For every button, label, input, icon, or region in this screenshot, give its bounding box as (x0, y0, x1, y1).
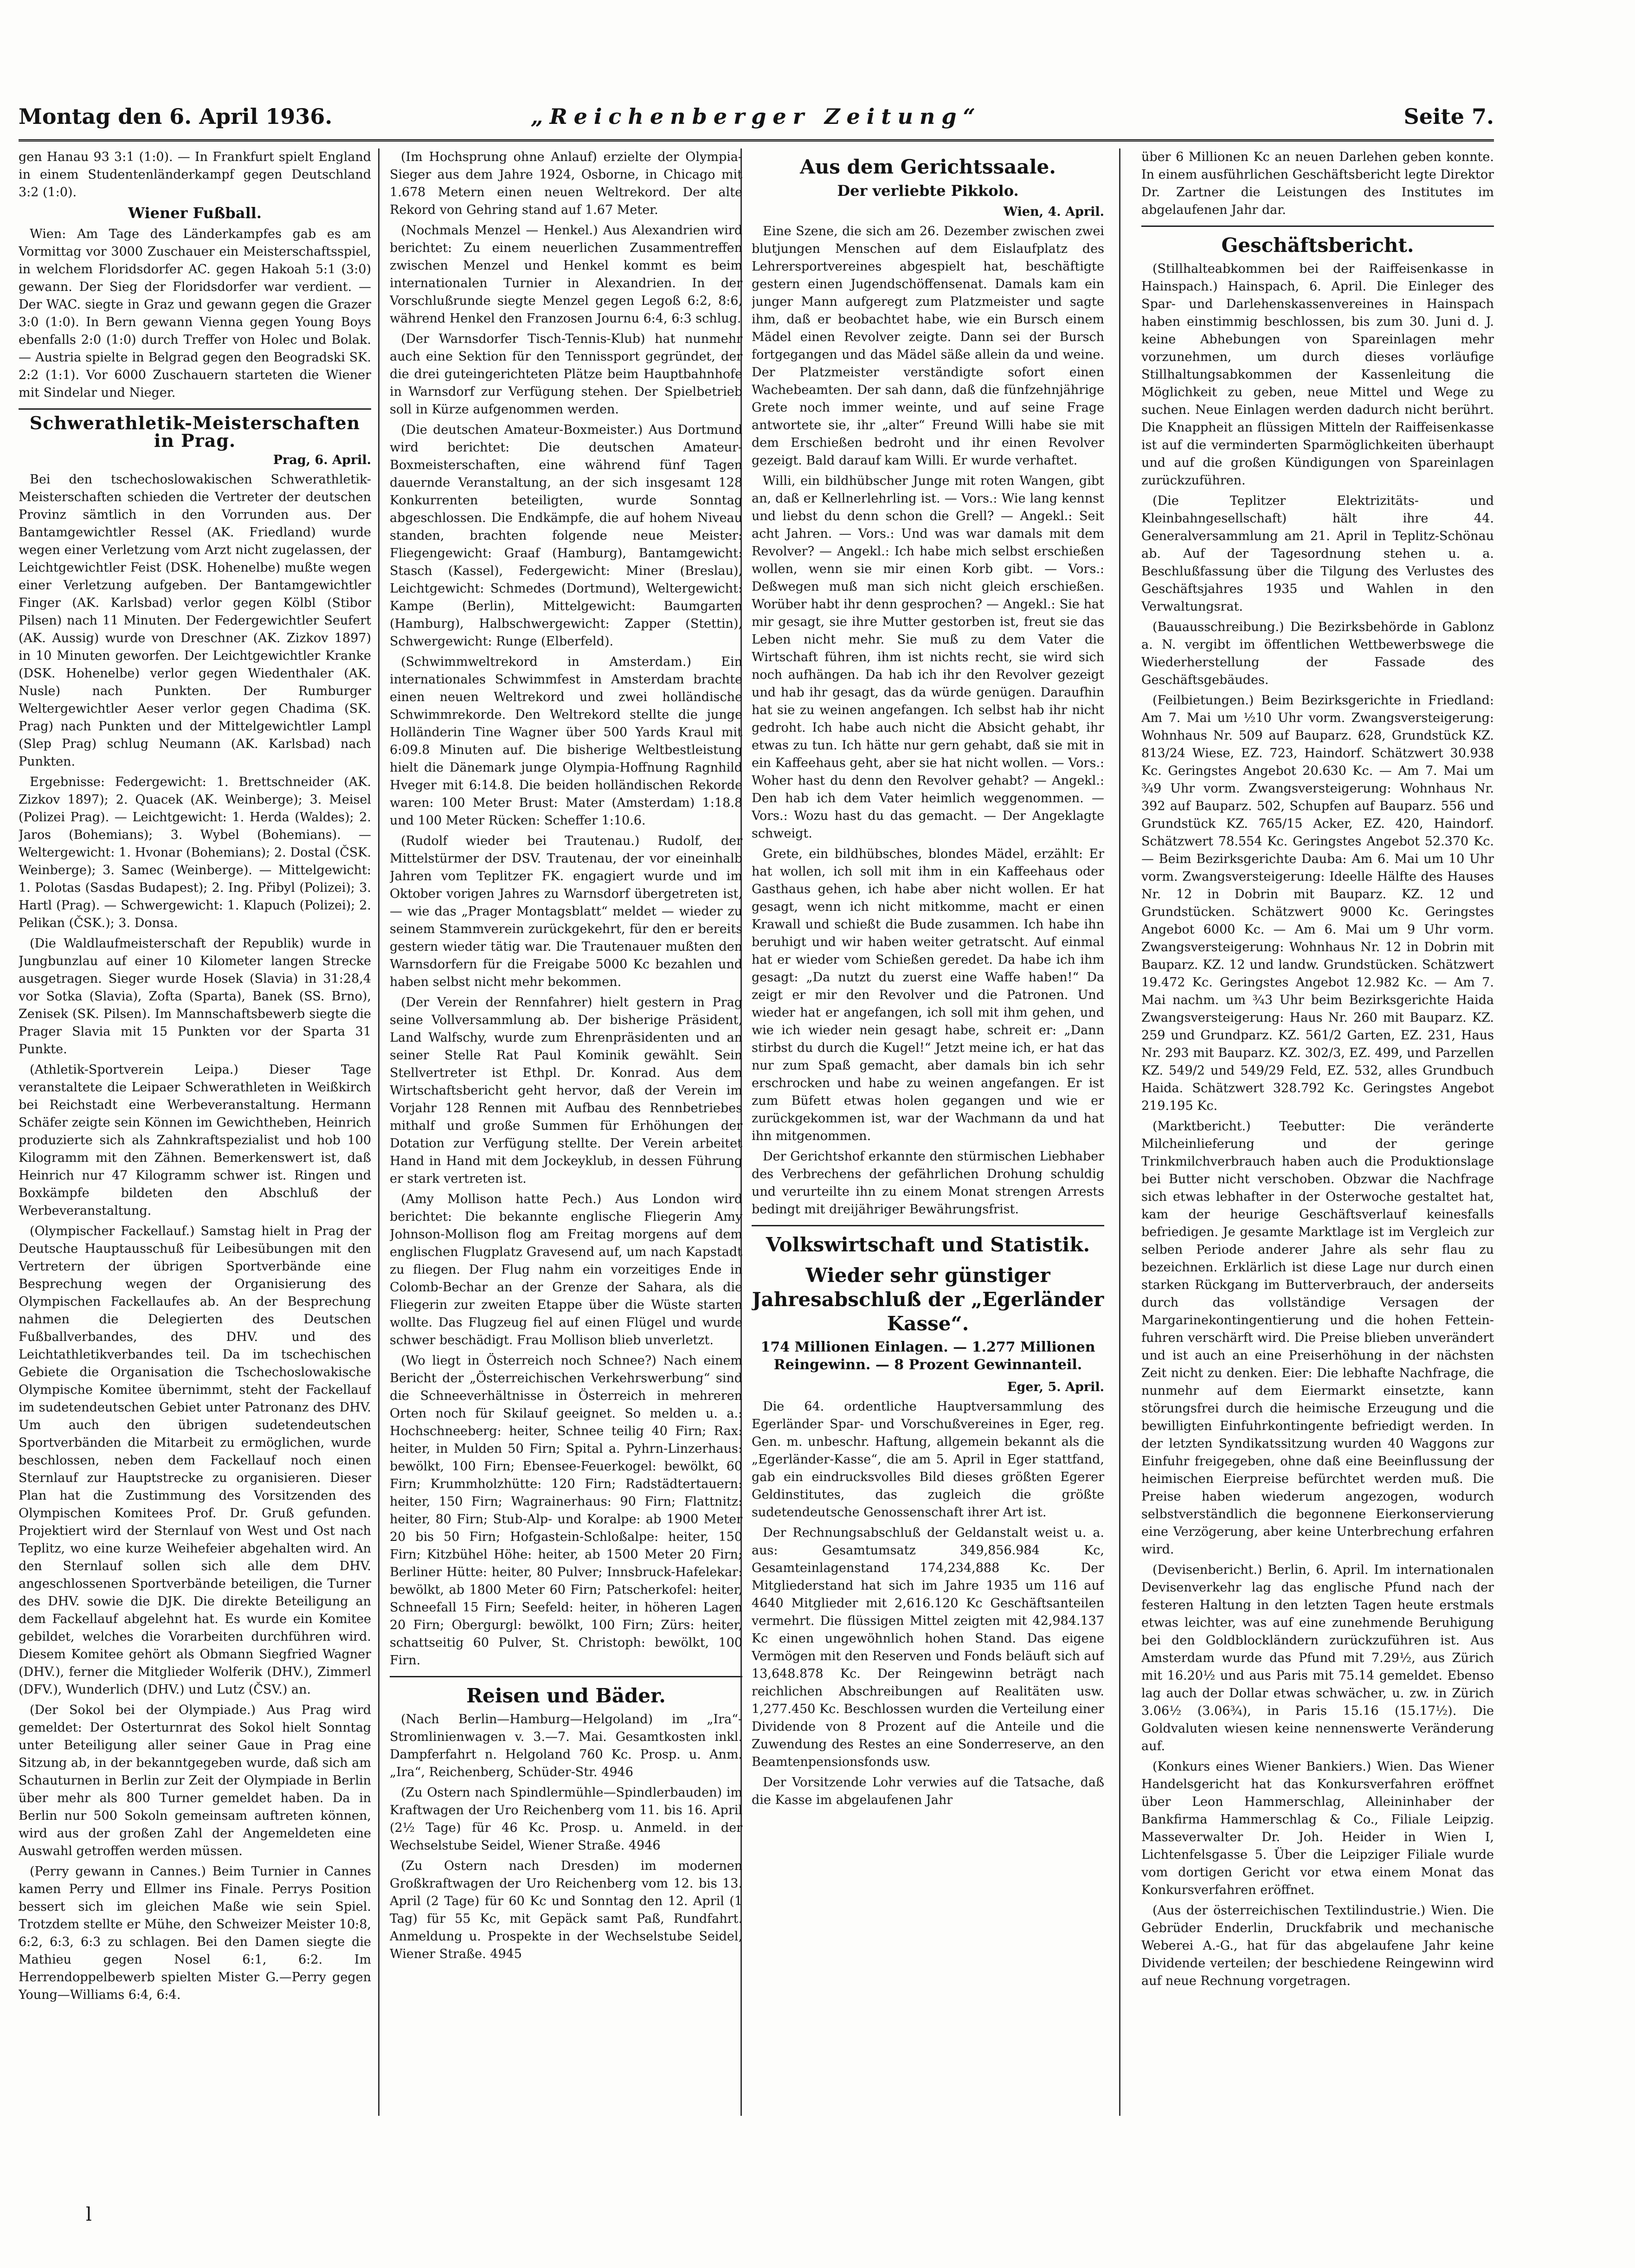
section-heading: Reisen und Bäder. (466, 1684, 666, 1707)
column-divider (1119, 148, 1120, 2116)
article-text: (Bauausschreibung.) Die Bezirksbehörde in Gablonz a. N. vergibt im öffentlichen Wettbewerbswege die Wiederherstellung der Fassade des Geschäftsgebäudes. (1141, 620, 1494, 687)
column-2 (390, 148, 742, 2116)
article-text: (Olympischer Fackellauf.) Samstag hielt in Prag der Deutsche Hauptausschuß für Leibesübungen mit den Vertretern der übrigen Sportverbände eine Besprechung wegen der Organisierung des Olympischen Fackellaufes ab. An der Besprechung nahmen die Delegierten des Deutschen Fußballverbandes, des DHV. und des Leichtathletikverbandes teil. Da im tschechischen Gebiete die Organisation die Tschechoslowakische Olympische Komitee übernimmt, steht der Fackellauf im sudetendeutschen Gebiet unter Patronanz des DHV. Um auch den übrigen sudetendeutschen Sportverbänden die Mitarbeit zu ermöglichen, wurde beschlossen, neben dem Fackellauf noch einen Sternlauf zur Hauptstrecke zu organisieren. Dieser Plan hat die Zustimmung des Vorsitzenden des Olympischen Komitees Prof. Dr. Gruß gefunden. Projektiert wird der Sternlauf von West und Ost nach Teplitz, wo eine kurze Weihefeier abgehalten wird. An den Sternlauf sollen sich alle dem DHV. angeschlossenen Sportverbände beteiligen, die Turner des DHV. sowie die DJK. Die direkte Beteiligung an dem Fackellauf abgelehnt hat. Es wurde ein Komitee gebildet, welches die Vorarbeiten durchführen wird. Diesem Komitee gehört als Obmann Siegfried Wagner (DHV.), ferner die Mitglieder Wolferik (DHV.), Zimmerl (DFV.), Wunderlich (DHV.) und Lutz (ČSV.) an. (19, 1224, 371, 1697)
column-divider (378, 148, 380, 2116)
divider (390, 1676, 742, 1677)
page-header (19, 97, 1494, 142)
article-text: Willi, ein bildhübscher Junge mit roten Wangen, gibt an, daß er Kellnerlehrling ist. — Vors.: Wie lang kennst und liebst du denn schon die Grell? — Angekl.: Seit acht Jahren. — Vors.: Und was war damals mit dem Revolver? — Angekl.: Ich habe mich selbst erschießen wollen, wenn sie mir einen Korb gibt. — Vors.: Deßwegen muß man sich nicht gleich erschießen. Worüber habt ihr denn gesprochen? — Angekl.: Sie hat mir gesagt, sie ihre Mutter gestorben ist, freut sie das Leben nicht mehr. Sie muß zu dem Vater die Wirtschaft führen, ihm ist nichts recht, sie wird sich noch aufhängen. Da hab ich ihr den Revolver gezeigt und hab ihr gesagt, das da würde genügen. Daraufhin hat sie zu weinen angefangen. Ich selbst hab ihr nicht gedroht. Ich habe auch nicht die Absicht gehabt, ihr etwas zu tun. Ich hätte nur gern gehabt, daß sie mit in ein Kaffeehaus geht, aber sie hat nicht wollen. — Vors.: Woher hast du denn den Revolver gehabt? — Angekl.: Den hab ich dem Vater heimlich weggenommen. — Vors.: Wozu hast du das gemacht. — Der Angeklagte schweigt. (752, 474, 1104, 841)
article-text: Der Rechnungsabschluß der Geldanstalt weist u. a. aus: Gesamtumsatz 349,856.984 Kc, Gesamteinlagenstand 174,234,888 Kc. Der Mitgliederstand hat sich im Jahre 1935 um 116 auf 4640 Mitglieder mit 2,616.120 Kc Geschäftsanteilen vermehrt. Die flüssigen Mittel zeigten mit 42,984.137 Kc einen ungewöhnlich hohen Stand. Das eigene Vermögen mit den Reserven und Fonds beläuft sich auf 13,648.878 Kc. Der Reingewinn beträgt nach reichlichen Abschreibungen auf Realitäten usw. 1,277.450 Kc. Beschlossen wurden die Verteilung einer Dividende von 8 Prozent auf die Anteile und die Zuwendung des Restes an eine Sonderreserve, an den Beamtenpensionsfonds usw. (752, 1526, 1104, 1769)
dateline: Prag, 6. April. (273, 453, 371, 467)
article-text: (Die deutschen Amateur-Boxmeister.) Aus Dortmund wird berichtet: Die deutschen Amateur-Boxmeisterschaften, eine während fünf Tagen dauernde Veranstaltung, an der sich insgesamt 128 Konkurrenten beteiligten, wurde Sonntag abgeschlossen. Die Endkämpfe, die auf hohem Niveau standen, brachten folgende neue Meister: Fliegengewicht: Graaf (Hamburg), Bantamgewicht: Stasch (Kassel), Federgewicht: Miner (Breslau), Leichtgewicht: Schmedes (Dortmund), Weltergewicht: Kampe (Berlin), Mittelgewicht: Baumgarten (Hamburg), Halbschwergewicht: Zapper (Stettin), Schwergewicht: Runge (Elberfeld). (390, 423, 742, 649)
header-date: Montag den 6. April 1936. (19, 104, 333, 129)
section-heading: Volkswirtschaft und Statistik. (766, 1233, 1090, 1256)
article-text: (Der Verein der Rennfahrer) hielt gestern in Prag seine Vollversammlung ab. Der bisherige Präsident, Land Walfschy, wurde zum Ehrenpräsidenten und an seiner Stelle Rat Paul Kominik gewählt. Sein Stellvertreter ist Ethpl. Dr. Konrad. Aus dem Wirtschaftsbericht geht hervor, daß der Verein im Vorjahr 128 Rennen mit Aufbau des Rennbetriebes mithalf und große Summen für Erhöhungen der Dotation zur Verfügung stellte. Der Verein arbeitet Hand in Hand mit dem Jockeyklub, in dessen Führung er stark vertreten ist. (390, 995, 742, 1186)
article-text: (Devisenbericht.) Berlin, 6. April. Im internationalen Devisenverkehr lag das englische Pfund nach der festeren Haltung in den letzten Tagen heute erstmals etwas leichter, was auf eine zunehmende Beruhigung bei den Goldblockländern zurückzuführen ist. Aus Amsterdam wurde das Pfund mit 7.29½, aus Zürich mit 16.20½ und aus Paris mit 75.14 gemeldet. Ebenso lag auch der Dollar etwas schwächer, u. zw. in Zürich 3.06½ (3.06¾), in Paris 15.16 (15.17½). Die Goldvaluten wiesen keine nennenswerte Veränderung auf. (1141, 1563, 1494, 1753)
article-text: (Wo liegt in Österreich noch Schnee?) Nach einem Bericht der „Österreichischen Verkehrswerbung“ sind die Schneeverhältnisse in Österreich in mehreren Orten noch für Skilauf geeignet. So melden u. a.: Hochschneeberg: heiter, Schnee teilig 40 Firn; Rax: heiter, in Mulden 50 Firn; Spital a. Pyhrn-Linzerhaus: bewölkt, 100 Firn; Ebensee-Feuerkogel: bewölkt, 60 Firn; Krummholzhütte: 120 Firn; Radstädtertauern: heiter, 150 Firn; Wagrainerhaus: 90 Firn; Flattnitz: heiter, 80 Firn; Stub-Alp- und Koralpe: ab 1900 Meter 20 bis 50 Firn; Hofgastein-Schloßalpe: heiter, 150 Firn; Kitzbühel Höhe: heiter, ab 1500 Meter 20 Firn; Berliner Hütte: heiter, 80 Pulver; Innsbruck-Hafelekar: bewölkt, ab 1800 Meter 60 Firn; Patscherkofel: heiter, Schneefall 15 Firn; Seefeld: heiter, in höheren Lagen 20 Firn; Obergurgl: bewölkt, 100 Firn; Zürs: heiter, schattseitig 60 Pulver, St. Christoph: bewölkt, 100 Firn. (390, 1353, 742, 1668)
dateline: Wien, 4. April. (1003, 205, 1104, 219)
article-text: (Aus der österreichischen Textilindustrie.) Wien. Die Gebrüder Enderlin, Druckfabrik und mechanische Weberei A.-G., hat für das abgelaufene Jahr keine Dividende verteilen; der beschiedene Reingewinn wird auf neue Rechnung vorgetragen. (1141, 1903, 1494, 1988)
dateline: Eger, 5. April. (1007, 1380, 1104, 1394)
article-text: (Schwimmweltrekord in Amsterdam.) Ein internationales Schwimmfest in Amsterdam brachte einen neuen Weltrekord und zwei holländische Schwimmrekorde. Den Weltrekord stellte die junge Holländerin Tine Wagner über 500 Yards Kraul mit 6:09.8 Minuten auf. Die bisherige Weltbestleistung hielt die Dänemark junge Olympia-Hoffnung Ragnhild Hveger mit 6:14.8. Die beiden holländischen Rekorde waren: 100 Meter Brust: Mater (Amsterdam) 1:18.8 und 100 Meter Rücken: Scheffer 1:10.6. (390, 655, 742, 828)
article-text: (Nochmals Menzel — Henkel.) Aus Alexandrien wird berichtet: Zu einem neuerlichen Zusammentreffen zwischen Menzel und Henkel kommt es beim internationalen Turnier in Alexandrien. In der Vorschlußrunde siegte Menzel gegen Legoß 6:2, 8:6, während Henkel den Franzosen Journu 6:4, 6:3 schlug. (390, 223, 742, 326)
article-text: (Konkurs eines Wiener Bankiers.) Wien. Das Wiener Handelsgericht hat das Konkursverfahren eröffnet über Leon Hammerschlag, Alleininhaber der Bankfirma Hammerschlag & Co., Filiale Leipzig. Masseverwalter Dr. Joh. Heider in Wien I, Lichtenfelsgasse 5. Über die Leipziger Filiale wurde vom dortigen Gericht vor etwa einem Monat das Konkursverfahren eröffnet. (1141, 1759, 1494, 1897)
article-headline: Der verliebte Pikkolo. (837, 182, 1019, 200)
article-text: (Die Waldlaufmeisterschaft der Republik) wurde in Jungbunzlau auf einer 10 Kilometer langen Strecke ausgetragen. Sieger wurde Hosek (Slavia) in 31:28,4 vor Sotka (Slavia), Zofta (Sparta), Banek (SS. Brno), Zenisek (SK. Pilsen). Im Mannschaftsbewerb siegte die Prager Slavia mit 15 Punkten vor der Sparta 31 Punkte. (19, 936, 371, 1057)
article-text: Wien: Am Tage des Länderkampfes gab es am Vormittag vor 3000 Zuschauer ein Meisterschaftsspiel, in welchem Floridsdorfer AC. gegen Hakoah 5:1 (3:0) gewann. Der Sieg der Floridsdorfer war verdient. — Der WAC. siegte in Graz und gewann gegen die Grazer 3:0 (1:0). In Bern gewann Vienna gegen Young Boys ebenfalls 2:0 (1:0) durch Treffer von Holec und Bolak. — Austria spielte in Belgrad gegen den Beogradski SK. 2:2 (1:1). Vor 6000 Zuschauern starteten die Wiener mit Sindelar und Nieger. (19, 227, 371, 400)
divider (1141, 226, 1494, 227)
advertisement-text: (Nach Berlin—Hamburg—Helgoland) im „Ira“-Stromlinienwagen v. 3.—7. Mai. Gesamtkosten inkl. Dampferfahrt n. Helgoland 760 Kc. Prosp. u. Anm. „Ira“, Reichenberg, Schüder-Str. 4946 (390, 1712, 742, 1779)
article-text: Ergebnisse: Federgewicht: 1. Brettschneider (AK. Zizkov 1897); 2. Quacek (AK. Weinberge); 3. Meisel (Polizei Prag). — Leichtgewicht: 1. Herda (Waldes); 2. Jaros (Bohemians); 3. Wybel (Bohemians). — Weltergewicht: 1. Hvonar (Bohemians); 2. Dostal (ČSK. Weinberge); 3. Samec (Weinberge). — Mittelgewicht: 1. Polotas (Sasdas Budapest); 2. Ing. Přibyl (Polizei); 3. Hartl (Prag). — Schwergewicht: 1. Klapuch (Polizei); 2. Pelikan (ČSK.); 3. Donsa. (19, 775, 371, 930)
article-text: (Der Sokol bei der Olympiade.) Aus Prag wird gemeldet: Der Osterturnrat des Sokol hielt Sonntag unter Beteiligung aller seiner Gaue in Prag eine Sitzung ab, in der bekanntgegeben wurde, daß sich am Schauturnen in Berlin zur Zeit der Olympiade in Berlin über mehr als 800 Turner gemeldet haben. Da in Berlin nur 500 Sokoln gemeinsam auftreten können, wird aus der großen Zahl der Angemeldeten eine Auswahl getroffen werden müssen. (19, 1703, 371, 1858)
article-text: Der Vorsitzende Lohr verwies auf die Tatsache, daß die Kasse im abgelaufenen Jahr (752, 1775, 1104, 1807)
article-text: (Stillhalteabkommen bei der Raiffeisenkasse in Hainspach.) Hainspach, 6. April. Die Einleger des Spar- und Darlehenskassenvereines in Hainspach haben einstimmig beschlossen, bis zum 30. Juni d. J. keine Abhebungen von Spareinlagen mehr vorzunehmen, um durch dieses vorläufige Stillhaltungsabkommen der Kassenleitung die Möglichkeit zu geben, neue Mittel und Wege zu suchen. Neue Einlagen werden dadurch nicht berührt. Die Knappheit an flüssigen Mitteln der Raiffeisenkasse ist auf die verminderten Sparmöglichkeiten überhaupt und auf die großen Kündigungen von Spareinlagen zurückzuführen. (1141, 262, 1494, 488)
article-text: (Marktbericht.) Teebutter: Die veränderte Milcheinlieferung und der geringe Trinkmilchverbrauch haben auch die Produktionslage bei Butter nicht verschoben. Obzwar die Nachfrage sich etwas lebhafter in der Osterwoche gestaltet hat, kam der heurige Geschäftsverlauf keinesfalls befriedigen. Je gesamte Marktlage ist im Vergleich zur selben Periode anderer Jahre als sehr flau zu bezeichnen. Erklärlich ist diese Lage nur durch einen starken Rückgang im Butterverbrauch, der anderseits durch das vollständige Versagen der Margarinekontingentierung und die hohen Fettein-fuhren verschärft wird. Die Preise blieben unverändert und ist auch an eine Preiserhöhung in der nächsten Zeit nicht zu denken. Eier: Die lebhafte Nachfrage, die nunmehr auf dem Eiermarkt einsetzte, kann störungsfrei durch die heimische Erzeugung und die bewilligten Einfuhrkontingente befriedigt werden. In der letzten Syndikatssitzung wurden 40 Waggons zur Einfuhr freigegeben, ohne daß eine Beeinflussung der heimischen Eierpreise befürchtet werden muß. Die Preise haben wiederum angezogen, wodurch selbstverständlich die begonnene Eierkonservierung eine Verzögerung, aber keine Unterbrechung erfahren wird. (1141, 1119, 1494, 1557)
article-text: (Perry gewann in Cannes.) Beim Turnier in Cannes kamen Perry und Ellmer ins Finale. Perrys Position bessert sich im gleichen Maße wie sein Spiel. Trotzdem stellte er Mühe, den Schweizer Meister 10:8, 6:2, 6:3, 6:3 zu schlagen. Bei den Damen siegte die Mathieu gegen Nosel 6:1, 6:2. Im Herrendoppelbewerb spielten Mister G.—Perry gegen Young—Williams 6:4, 6:4. (19, 1864, 371, 2002)
article-text: Der Gerichtshof erkannte den stürmischen Liebhaber des Verbrechens der gefährlichen Drohung schuldig und verurteilte ihn zu einem Monat strengen Arrests bedingt mit dreijähriger Bewährungsfrist. (752, 1149, 1104, 1217)
article-headline: Wieder sehr günstiger Jahresabschluß der „Egerländer Kasse“. (752, 1264, 1104, 1335)
article-text: Bei den tschechoslowakischen Schwerathletik-Meisterschaften schieden die Vertreter der deutschen Provinz sämtlich in den Vorrunden aus. Der Bantamgewichtler Ressel (AK. Friedland) wurde wegen einer Verletzung vom Arzt nicht zugelassen, der Leichtgewichtler Feist (DSK. Hohenelbe) mußte wegen einer Verletzung aufgeben. Der Bantamgewichtler Finger (AK. Karlsbad) verlor gegen Kölbl (Stibor Pilsen) nach 11 Minuten. Der Federgewichtler Seufert (AK. Aussig) wurde von Dreschner (AK. Zizkov 1897) in 10 Minuten geworfen. Der Leichtgewichtler Kranke (DSK. Hohenelbe) verlor gegen Wiedenthaler (AK. Nusle) nach Punkten. Der Rumburger Weltergewichtler Aeser verlor gegen Chadima (SK. Prag) nach Punkten und der Mittelgewichtler Lampl (Slep Prag) schlug Neumann (AK. Karlsbad) nach Punkten. (19, 472, 371, 769)
column-1 (19, 148, 371, 2116)
section-heading: Aus dem Gerichtssaale. (800, 155, 1056, 178)
section-heading: Geschäftsbericht. (1221, 234, 1414, 257)
divider (19, 408, 371, 410)
article-text: gen Hanau 93 3:1 (1:0). — In Frankfurt spielt England in einem Studentenländerkampf gegen Deutschland 3:2 (1:0). (19, 150, 371, 200)
article-text: Die 64. ordentliche Hauptversammlung des Egerländer Spar- und Vorschußvereines in Eger, reg. Gen. m. unbeschr. Haftung, allgemein bekannt als die „Egerländer-Kasse“, die am 5. April in Eger stattfand, gab ein eindrucksvolles Bild dieses größten Egerer Geldinstitutes, das zugleich die größte sudetendeutsche Genossenschaft ihrer Art ist. (752, 1399, 1104, 1520)
header-masthead: „Reichenberger Zeitung“ (530, 104, 982, 129)
column-3 (752, 148, 1104, 2116)
article-text: Grete, ein bildhübsches, blondes Mädel, erzählt: Er hat wollen, ich soll mit ihm in ein Kaffeehaus oder Gasthaus gehen, ich habe aber nicht wollen. Er hat gesagt, wenn ich nicht mitkomme, macht er einen Krawall und schießt die Bude zusammen. Ich habe ihn beruhigt und wir haben weiter getratscht. Auf einmal hat er wieder vom Schießen geredet. Da habe ich ihm gesagt: „Da nutzt du zuerst eine Waffe haben!“ Da zeigt er mir den Revolver und die Patronen. Und wieder hat er angefangen, ich soll mit ihm gehen, und wie ich wieder nein gesagt habe, schreit er: „Dann stirbst du durch die Kugel!“ Jetzt meine ich, er hat das nur zum Spaß gemacht, aber damals bin ich sehr erschrocken und habe zu weinen angefangen. Er ist zum Büfett etwas holen gegangen und wie er zurückgekommen ist, war der Wachmann da und hat ihn mitgenommen. (752, 847, 1104, 1143)
article-text: (Amy Mollison hatte Pech.) Aus London wird berichtet: Die bekannte englische Fliegerin Amy Johnson-Mollison flog am Freitag morgens auf dem englischen Flugplatz Gravesend auf, um nach Kapstadt zu fliegen. Der Flug nahm ein vorzeitiges Ende in Colomb-Bechar an der Grenze der Sahara, als die Fliegerin zur zweiten Etappe über die Wüste starten wollte. Das Flugzeug fiel auf einen Flügel und wurde schwer beschädigt. Frau Mollison blieb unverletzt. (390, 1192, 742, 1347)
column-4 (1141, 148, 1494, 2116)
article-text: (Feilbietungen.) Beim Bezirksgerichte in Friedland: Am 7. Mai um ½10 Uhr vorm. Zwangsversteigerung: Wohnhaus Nr. 509 auf Bauparz. 628, Grundstück KZ. 813/24 Wiese, EZ. 723, Haindorf. Schätzwert 30.938 Kc. Geringstes Angebot 20.630 Kc. — Am 7. Mai um ¾9 Uhr vorm. Zwangsversteigerung: Wohnhaus Nr. 392 auf Bauparz. 502, Schupfen auf Bauparz. 556 und Grundstück KZ. 765/15 Acker, EZ. 420, Haindorf. Schätzwert 78.554 Kc. Geringstes Angebot 52.370 Kc. — Beim Bezirksgerichte Dauba: Am 6. Mai um 10 Uhr vorm. Zwangsversteigerung: Ideelle Hälfte des Hauses Nr. 12 in Dobrin mit Bauparz. KZ. 12 und Grundstücken. Schätzwert 9000 Kc. Geringstes Angebot 6000 Kc. — Am 6. Mai um 9 Uhr vorm. Zwangsversteigerung: Wohnhaus Nr. 12 in Dobrin mit Bauparz. KZ. 12 und landw. Grundstücken. Schätzwert 19.472 Kc. Geringstes Angebot 12.982 Kc. — Am 7. Mai nachm. um ¾3 Uhr beim Bezirksgerichte Haida Zwangsversteigerung: Haus Nr. 260 mit Bauparz. KZ. 259 und Grundparz. KZ. 561/2 Garten, EZ. 231, Haus Nr. 293 mit Bauparz. KZ. 302/3, EZ. 499, und Parzellen KZ. 549/2 und 549/29 Feld, EZ. 532, alles Grundbuch Haida. Schätzwert 328.792 Kc. Geringstes Angebot 219.195 Kc. (1141, 693, 1494, 1113)
divider (752, 1225, 1104, 1226)
article-text: (Athletik-Sportverein Leipa.) Dieser Tage veranstaltete die Leipaer Schwerathleten in Weißkirch bei Reichstadt eine Werbeveranstaltung. Hermann Schäfer zeigte sein Können im Gewichtheben, Heinrich produzierte sich als Zahnkraftspezialist und hob 100 Kilogramm mit den Zähnen. Bemerkenswert ist, daß Heinrich nur 47 Kilogramm schwer ist. Ringen und Boxkämpfe bildeten den Abschluß der Werbeveranstaltung. (19, 1063, 371, 1218)
section-heading: Wiener Fußball. (128, 204, 262, 222)
article-headline: Schwerathletik-Meisterschaften in Prag. (29, 412, 360, 451)
article-text: (Die Teplitzer Elektrizitäts- und Kleinbahngesellschaft) hält ihre 44. Generalversammlung am 21. April in Teplitz-Schönau ab. Auf der Tagesordnung stehen u. a. Beschlußfassung über die Tilgung des Verlustes des Geschäftsjahres 1935 und Wahlen in den Verwaltungsrat. (1141, 494, 1494, 614)
article-text: über 6 Millionen Kc an neuen Darlehen geben konnte. In einem ausführlichen Geschäftsbericht legte Direktor Dr. Zartner die Leistungen des Institutes im abgelaufenen Jahr dar. (1141, 150, 1494, 217)
advertisement-text: (Zu Ostern nach Dresden) im modernen Großkraftwagen der Uro Reichenberg vom 12. bis 13. April (2 Tage) für 60 Kc und Sonntag den 12. April (1 Tag) für 55 Kc, mit Gepäck samt Paß, Rundfahrt. Anmeldung u. Prospekte in der Wechselstube Seidel, Wiener Straße. 4945 (390, 1859, 742, 1961)
advertisement-text: (Zu Ostern nach Spindlermühle—Spindlerbauden) im Kraftwagen der Uro Reichenberg vom 11. bis 16. April (2½ Tage) für 46 Kc. Prosp. u. Anmeld. in der Wechselstube Seidel, Wiener Straße. 4946 (390, 1785, 742, 1853)
article-text: Eine Szene, die sich am 26. Dezember zwischen zwei blutjungen Menschen auf dem Eislaufplatz des Lehrersportvereines abgespielt hat, beschäftigte gestern einen Jugendschöffensenat. Damals kam ein junger Mann aufgeregt zum Platzmeister und sagte ihm, daß er beobachtet habe, wie ein Bursch einem Mädel einen Revolver zeigte. Dann sei der Bursch fortgegangen und das Mädel säße allein da und weine. Der Platzmeister verständigte sofort einen Wachebeamten. Der sah dann, daß die fünfzehnjährige Grete noch immer weinte, und auf seine Frage antwortete sie, ihr „alter“ Freund Willi habe sie mit dem Erschießen bedroht und ihr einen Revolver gezeigt. Bald darauf kam Willi. Er wurde verhaftet. (752, 224, 1104, 468)
article-text: (Der Warnsdorfer Tisch-Tennis-Klub) hat nunmehr auch eine Sektion für den Tennissport gegründet, der die drei guteingerichteten Plätze beim Hauptbahnhofe in Warnsdorf zur Verfügung stehen. Der Spielbetrieb soll in Kürze aufgenommen werden. (390, 332, 742, 417)
article-subheadline: 174 Millionen Einlagen. — 1.277 Millionen Reingewinn. — 8 Prozent Gewinnanteil. (760, 1339, 1095, 1373)
page-mark: l (86, 2204, 92, 2225)
article-text: (Im Hochsprung ohne Anlauf) erzielte der Olympia-Sieger aus dem Jahre 1924, Osborne, in Chicago mit 1.678 Metern einen neuen Weltrekord. Der alte Rekord von Gehring stand auf 1.67 Meter. (390, 150, 742, 217)
header-page-number: Seite 7. (1403, 104, 1494, 129)
article-text: (Rudolf wieder bei Trautenau.) Rudolf, der Mittelstürmer der DSV. Trautenau, der vor eineinhalb Jahren vom Teplitzer FK. engagiert wurde und im Oktober vorigen Jahres zu Warnsdorf übergetreten ist, — wie das „Prager Montagsblatt“ meldet — wieder zu seinem Stammverein zurückgekehrt, für den er bereits gestern wieder tätig war. Die Trautenauer mußten den Warnsdorfern für die Freigabe 5000 Kc bezahlen und haben selbst nicht mehr bekommen. (390, 834, 742, 989)
